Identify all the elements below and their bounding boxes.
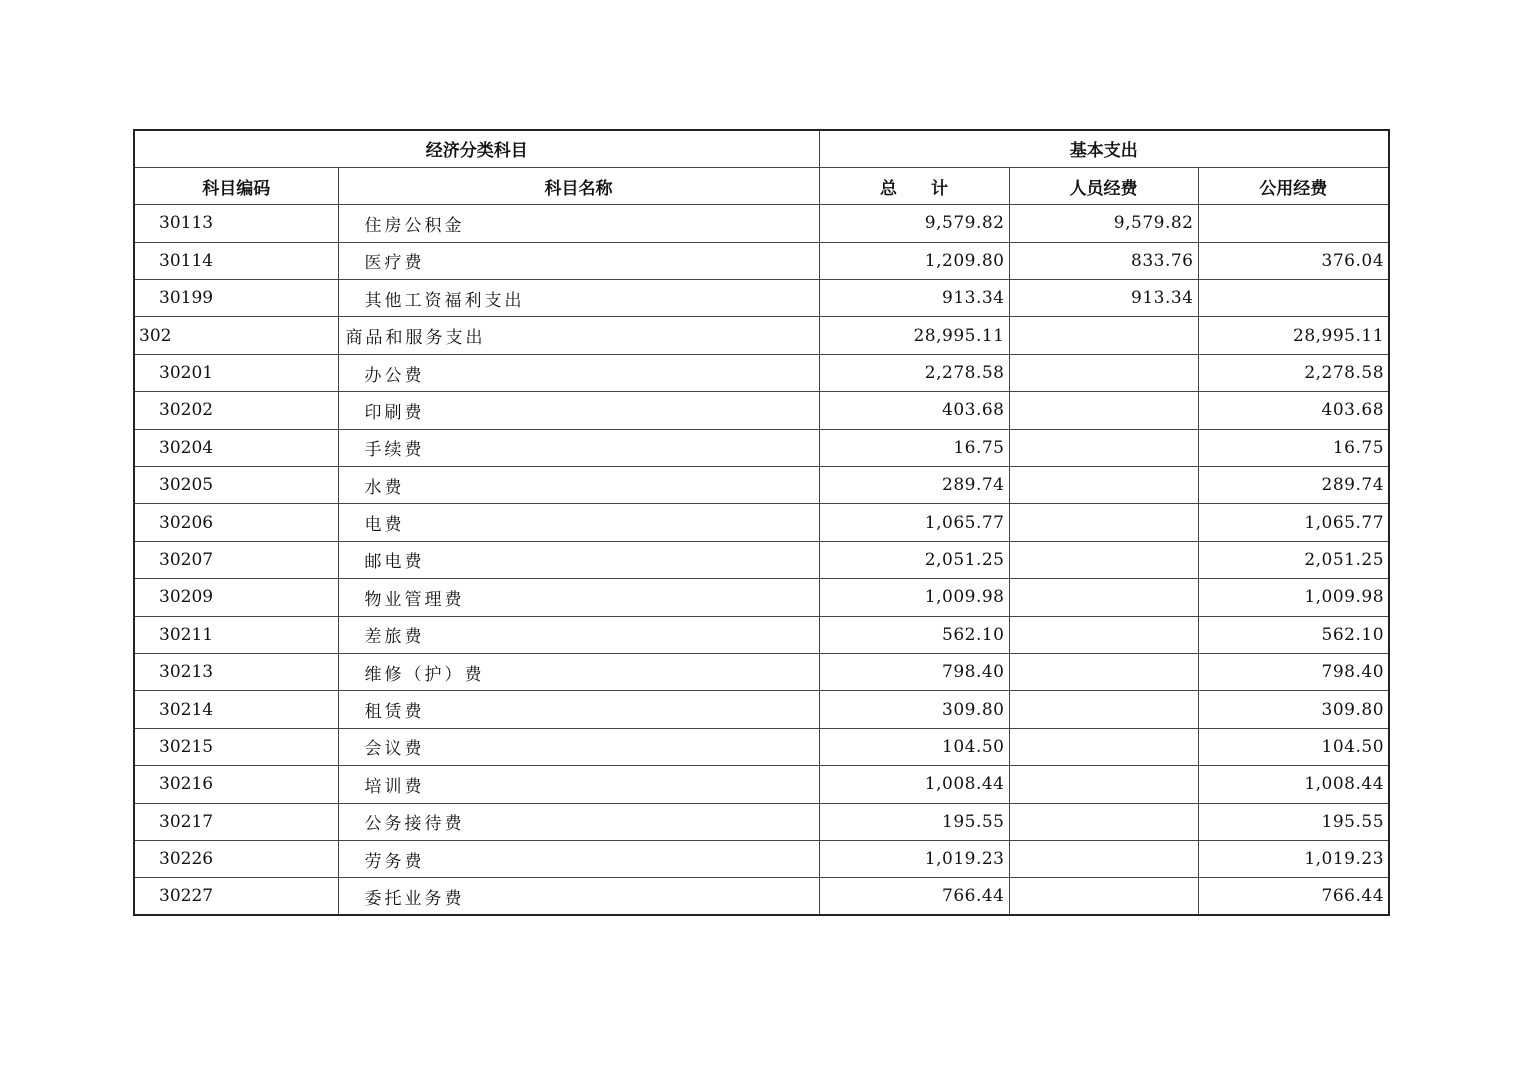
total-cell: 28,995.11 <box>819 317 1009 354</box>
expenditure-table <box>133 129 1390 916</box>
header-personnel-expense: 人员经费 <box>1009 167 1198 204</box>
subject-name-cell: 物业管理费 <box>338 579 819 616</box>
subject-code-cell: 30217 <box>134 803 338 840</box>
subject-name-cell: 维修（护）费 <box>338 653 819 690</box>
personnel-expense-cell <box>1009 878 1198 915</box>
table-row <box>134 205 1389 242</box>
table-row <box>134 467 1389 504</box>
personnel-expense-cell <box>1009 467 1198 504</box>
subject-code-cell: 30204 <box>134 429 338 466</box>
personnel-expense-cell <box>1009 541 1198 578</box>
header-basic-expenditure: 基本支出 <box>819 130 1389 167</box>
total-cell: 1,209.80 <box>819 242 1009 279</box>
table-row <box>134 429 1389 466</box>
personnel-expense-cell <box>1009 840 1198 877</box>
total-cell: 2,051.25 <box>819 541 1009 578</box>
public-expense-cell: 2,278.58 <box>1198 354 1389 391</box>
table-row <box>134 504 1389 541</box>
personnel-expense-cell <box>1009 392 1198 429</box>
subject-name-cell: 租赁费 <box>338 691 819 728</box>
table-row <box>134 579 1389 616</box>
subject-name-cell: 电费 <box>338 504 819 541</box>
personnel-expense-cell: 833.76 <box>1009 242 1198 279</box>
subject-code-cell: 30205 <box>134 467 338 504</box>
public-expense-cell: 195.55 <box>1198 803 1389 840</box>
table-row <box>134 354 1389 391</box>
subject-name-cell: 办公费 <box>338 354 819 391</box>
total-cell: 1,019.23 <box>819 840 1009 877</box>
total-cell: 1,009.98 <box>819 579 1009 616</box>
subject-code-cell: 30216 <box>134 766 338 803</box>
subject-name-cell: 水费 <box>338 467 819 504</box>
public-expense-cell <box>1198 280 1389 317</box>
subject-code-cell: 30113 <box>134 205 338 242</box>
table-row <box>134 242 1389 279</box>
public-expense-cell: 289.74 <box>1198 467 1389 504</box>
table-row <box>134 728 1389 765</box>
public-expense-cell: 403.68 <box>1198 392 1389 429</box>
public-expense-cell: 16.75 <box>1198 429 1389 466</box>
total-cell: 289.74 <box>819 467 1009 504</box>
table-body <box>134 205 1389 915</box>
subject-code-cell: 30199 <box>134 280 338 317</box>
subject-name-cell: 培训费 <box>338 766 819 803</box>
subject-name-cell: 医疗费 <box>338 242 819 279</box>
table-header <box>134 130 1389 205</box>
total-cell: 913.34 <box>819 280 1009 317</box>
personnel-expense-cell <box>1009 354 1198 391</box>
subject-name-cell: 商品和服务支出 <box>338 317 819 354</box>
total-cell: 1,065.77 <box>819 504 1009 541</box>
personnel-expense-cell <box>1009 691 1198 728</box>
subject-name-cell: 委托业务费 <box>338 878 819 915</box>
table-row <box>134 766 1389 803</box>
header-subject-name: 科目名称 <box>338 167 819 204</box>
subject-code-cell: 302 <box>134 317 338 354</box>
subject-code-cell: 30214 <box>134 691 338 728</box>
total-cell: 766.44 <box>819 878 1009 915</box>
table-row <box>134 803 1389 840</box>
personnel-expense-cell <box>1009 504 1198 541</box>
subject-name-cell: 劳务费 <box>338 840 819 877</box>
header-column-row <box>134 167 1389 204</box>
public-expense-cell: 766.44 <box>1198 878 1389 915</box>
subject-name-cell: 邮电费 <box>338 541 819 578</box>
subject-code-cell: 30206 <box>134 504 338 541</box>
public-expense-cell: 562.10 <box>1198 616 1389 653</box>
personnel-expense-cell <box>1009 766 1198 803</box>
total-cell: 104.50 <box>819 728 1009 765</box>
public-expense-cell: 1,009.98 <box>1198 579 1389 616</box>
subject-name-cell: 差旅费 <box>338 616 819 653</box>
total-cell: 798.40 <box>819 653 1009 690</box>
total-cell: 562.10 <box>819 616 1009 653</box>
subject-name-cell: 住房公积金 <box>338 205 819 242</box>
subject-code-cell: 30211 <box>134 616 338 653</box>
table-row <box>134 653 1389 690</box>
subject-code-cell: 30213 <box>134 653 338 690</box>
subject-code-cell: 30207 <box>134 541 338 578</box>
personnel-expense-cell <box>1009 803 1198 840</box>
public-expense-cell <box>1198 205 1389 242</box>
table-row <box>134 691 1389 728</box>
header-economic-category: 经济分类科目 <box>134 130 819 167</box>
public-expense-cell: 104.50 <box>1198 728 1389 765</box>
total-cell: 9,579.82 <box>819 205 1009 242</box>
subject-code-cell: 30209 <box>134 579 338 616</box>
table-row <box>134 616 1389 653</box>
table-row <box>134 280 1389 317</box>
total-cell: 16.75 <box>819 429 1009 466</box>
personnel-expense-cell <box>1009 616 1198 653</box>
public-expense-cell: 309.80 <box>1198 691 1389 728</box>
total-cell: 309.80 <box>819 691 1009 728</box>
header-group-row <box>134 130 1389 167</box>
subject-name-cell: 公务接待费 <box>338 803 819 840</box>
total-cell: 403.68 <box>819 392 1009 429</box>
subject-code-cell: 30226 <box>134 840 338 877</box>
subject-name-cell: 其他工资福利支出 <box>338 280 819 317</box>
personnel-expense-cell <box>1009 579 1198 616</box>
public-expense-cell: 1,065.77 <box>1198 504 1389 541</box>
subject-code-cell: 30215 <box>134 728 338 765</box>
table-row <box>134 541 1389 578</box>
public-expense-cell: 1,019.23 <box>1198 840 1389 877</box>
table-row <box>134 317 1389 354</box>
public-expense-cell: 1,008.44 <box>1198 766 1389 803</box>
public-expense-cell: 2,051.25 <box>1198 541 1389 578</box>
subject-name-cell: 手续费 <box>338 429 819 466</box>
total-cell: 1,008.44 <box>819 766 1009 803</box>
personnel-expense-cell: 913.34 <box>1009 280 1198 317</box>
subject-code-cell: 30201 <box>134 354 338 391</box>
total-cell: 2,278.58 <box>819 354 1009 391</box>
header-total: 总 计 <box>819 167 1009 204</box>
subject-name-cell: 印刷费 <box>338 392 819 429</box>
public-expense-cell: 376.04 <box>1198 242 1389 279</box>
header-public-expense: 公用经费 <box>1198 167 1389 204</box>
subject-code-cell: 30202 <box>134 392 338 429</box>
personnel-expense-cell <box>1009 728 1198 765</box>
personnel-expense-cell <box>1009 653 1198 690</box>
table-row <box>134 392 1389 429</box>
personnel-expense-cell <box>1009 429 1198 466</box>
header-subject-code: 科目编码 <box>134 167 338 204</box>
table-row <box>134 840 1389 877</box>
total-cell: 195.55 <box>819 803 1009 840</box>
subject-code-cell: 30227 <box>134 878 338 915</box>
public-expense-cell: 28,995.11 <box>1198 317 1389 354</box>
personnel-expense-cell <box>1009 317 1198 354</box>
subject-code-cell: 30114 <box>134 242 338 279</box>
personnel-expense-cell: 9,579.82 <box>1009 205 1198 242</box>
public-expense-cell: 798.40 <box>1198 653 1389 690</box>
table-row <box>134 878 1389 915</box>
subject-name-cell: 会议费 <box>338 728 819 765</box>
